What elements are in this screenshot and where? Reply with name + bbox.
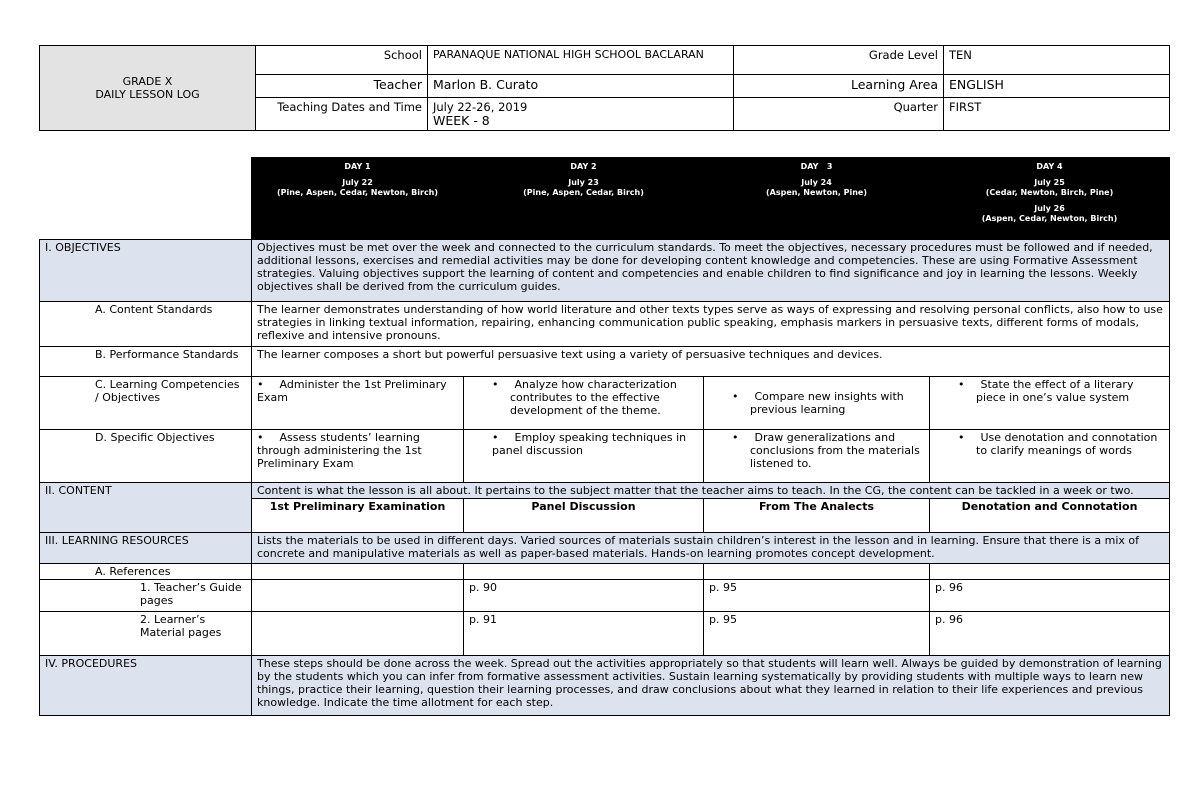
learners-material-label: 2. Learner’s Material pages xyxy=(40,612,252,656)
references-day-3 xyxy=(704,564,930,580)
resources-text: Lists the materials to be used in different days. Varied sources of materials sustain children’s interest in the lesson and in learning. Ensure that there is a mix of concrete and manipulative materials as well as paper-based materials. Hands-on learning promotes concept development. xyxy=(252,533,1170,564)
bullet-icon xyxy=(958,431,981,444)
procedures-text: These steps should be done across the week. Spread out the activities appropriately so that students will learn well. Always be guided by demonstration of learning by the students which you can infer from formative assessment activities. Sustain learning systematically by providing students with multiple ways to learn new things, practice their learning, question their learning processes, and draw conclusions about what they learned in relation to their life experiences and previous knowledge. Indicate the time allotment for each step. xyxy=(252,656,1170,716)
grade-title xyxy=(40,46,256,131)
resources-label: III. LEARNING RESOURCES xyxy=(40,533,252,564)
day-2-header xyxy=(464,158,704,240)
blank-corner xyxy=(40,158,252,240)
specific-objectives-label: D. Specific Objectives xyxy=(40,430,252,483)
specific-day-4-text: Use denotation and connotation to clarify meanings of words xyxy=(976,431,1158,457)
objectives-label: I. OBJECTIVES xyxy=(40,240,252,302)
day-3-header xyxy=(704,158,930,240)
bullet-icon xyxy=(732,431,755,444)
content-text: Content is what the lesson is all about. It pertains to the subject matter that the teacher aims to teach. In the CG, the content can be tackled in a week or two. xyxy=(252,483,1170,499)
bullet-icon xyxy=(732,390,755,403)
learners-material-day-3: p. 95 xyxy=(704,612,930,656)
competency-day-1-text: Administer the 1st Preliminary Exam xyxy=(257,378,447,404)
school-label: School xyxy=(256,46,428,75)
specific-day-1-text: Assess students’ learning through administering the 1st Preliminary Exam xyxy=(257,431,422,470)
quarter-label: Quarter xyxy=(734,98,944,131)
dates-value: July 22-26, 2019 xyxy=(433,100,528,114)
specific-day-2-text: Employ speaking techniques in panel discussion xyxy=(492,431,687,457)
specific-day-4 xyxy=(930,430,1170,483)
bullet-icon xyxy=(492,431,515,444)
day-4-title: DAY 4 xyxy=(1036,162,1063,171)
day-4-sections: (Cedar, Newton, Birch, Pine) xyxy=(985,188,1114,197)
topic-day-1: 1st Preliminary Examination xyxy=(252,499,464,533)
lesson-table xyxy=(39,157,1170,716)
teachers-guide-day-1 xyxy=(252,580,464,612)
dates-cell xyxy=(428,98,734,131)
competency-day-3 xyxy=(704,377,930,430)
day-1-sections: (Pine, Aspen, Cedar, Newton, Birch) xyxy=(276,188,439,197)
day-3-sections: (Aspen, Newton, Pine) xyxy=(765,188,867,197)
topic-day-4: Denotation and Connotation xyxy=(930,499,1170,533)
learning-area-label: Learning Area xyxy=(734,75,944,98)
competency-day-2 xyxy=(464,377,704,430)
specific-day-3 xyxy=(704,430,930,483)
references-label: A. References xyxy=(40,564,252,580)
week-value: WEEK - 8 xyxy=(433,113,490,128)
performance-standards-label: B. Performance Standards xyxy=(40,347,252,377)
topic-day-3: From The Analects xyxy=(704,499,930,533)
day-4-date: July 25 xyxy=(1034,178,1065,187)
day-4-sections-2: (Aspen, Cedar, Newton, Birch) xyxy=(981,214,1118,223)
quarter-value: FIRST xyxy=(944,98,1170,131)
day-2-title: DAY 2 xyxy=(570,162,597,171)
day-3-title: DAY 3 xyxy=(800,162,833,171)
competencies-label: C. Learning Competencies / Objectives xyxy=(40,377,252,430)
content-standards-label: A. Content Standards xyxy=(40,302,252,347)
dates-label: Teaching Dates and Time xyxy=(256,98,428,131)
competency-day-4 xyxy=(930,377,1170,430)
day-1-date: July 22 xyxy=(342,178,373,187)
teacher-value: Marlon B. Curato xyxy=(428,75,734,98)
bullet-icon xyxy=(257,431,280,444)
teachers-guide-day-2: p. 90 xyxy=(464,580,704,612)
references-day-1 xyxy=(252,564,464,580)
day-2-sections: (Pine, Aspen, Cedar, Birch) xyxy=(523,188,644,197)
school-value: PARANAQUE NATIONAL HIGH SCHOOL BACLARAN xyxy=(428,46,734,75)
bullet-icon xyxy=(257,378,280,391)
learning-area-value: ENGLISH xyxy=(944,75,1170,98)
grade-title-line1: GRADE X xyxy=(122,75,173,88)
learners-material-day-1 xyxy=(252,612,464,656)
references-day-2 xyxy=(464,564,704,580)
bullet-icon xyxy=(958,378,981,391)
specific-day-2 xyxy=(464,430,704,483)
specific-day-1 xyxy=(252,430,464,483)
day-2-date: July 23 xyxy=(568,178,599,187)
topic-day-2: Panel Discussion xyxy=(464,499,704,533)
competency-day-2-text: Analyze how characterization contributes to the effective development of the theme. xyxy=(510,378,677,417)
references-day-4 xyxy=(930,564,1170,580)
content-standards-text: The learner demonstrates understanding of how world literature and other texts types serve as ways of expressing and resolving personal conflicts, also how to use strategies in linking textual information, repairing, enhancing communication public speaking, emphasis markers in persuasive texts, different forms of modals, reflexive and intensive pronouns. xyxy=(252,302,1170,347)
performance-standards-text: The learner composes a short but powerful persuasive text using a variety of persuasive techniques and devices. xyxy=(252,347,1170,377)
objectives-text: Objectives must be met over the week and connected to the curriculum standards. To meet the objectives, necessary procedures must be followed and if needed, additional lessons, exercises and remedial activities may be done for developing content knowledge and competencies. These are using Formative Assessment strategies. Valuing objectives support the learning of content and competencies and enable children to find significance and joy in learning the lessons. Weekly objectives shall be derived from the curriculum guides. xyxy=(252,240,1170,302)
grade-level-label: Grade Level xyxy=(734,46,944,75)
procedures-label: IV. PROCEDURES xyxy=(40,656,252,716)
day-4-header xyxy=(930,158,1170,240)
competency-day-4-text: State the effect of a literary piece in one’s value system xyxy=(976,378,1134,404)
day-1-title: DAY 1 xyxy=(344,162,371,171)
header-table xyxy=(39,45,1170,131)
content-label: II. CONTENT xyxy=(40,483,252,533)
day-4-date-2: July 26 xyxy=(1034,204,1065,213)
teacher-label: Teacher xyxy=(256,75,428,98)
specific-day-3-text: Draw generalizations and conclusions from the materials listened to. xyxy=(750,431,920,470)
grade-level-value: TEN xyxy=(944,46,1170,75)
learners-material-day-2: p. 91 xyxy=(464,612,704,656)
teachers-guide-day-4: p. 96 xyxy=(930,580,1170,612)
competency-day-3-text: Compare new insights with previous learning xyxy=(750,390,904,416)
day-1-header xyxy=(252,158,464,240)
teachers-guide-day-3: p. 95 xyxy=(704,580,930,612)
teachers-guide-label: 1. Teacher’s Guide pages xyxy=(40,580,252,612)
competency-day-1 xyxy=(252,377,464,430)
grade-title-line2: DAILY LESSON LOG xyxy=(95,88,200,101)
learners-material-day-4: p. 96 xyxy=(930,612,1170,656)
day-3-date: July 24 xyxy=(801,178,832,187)
bullet-icon xyxy=(492,378,515,391)
